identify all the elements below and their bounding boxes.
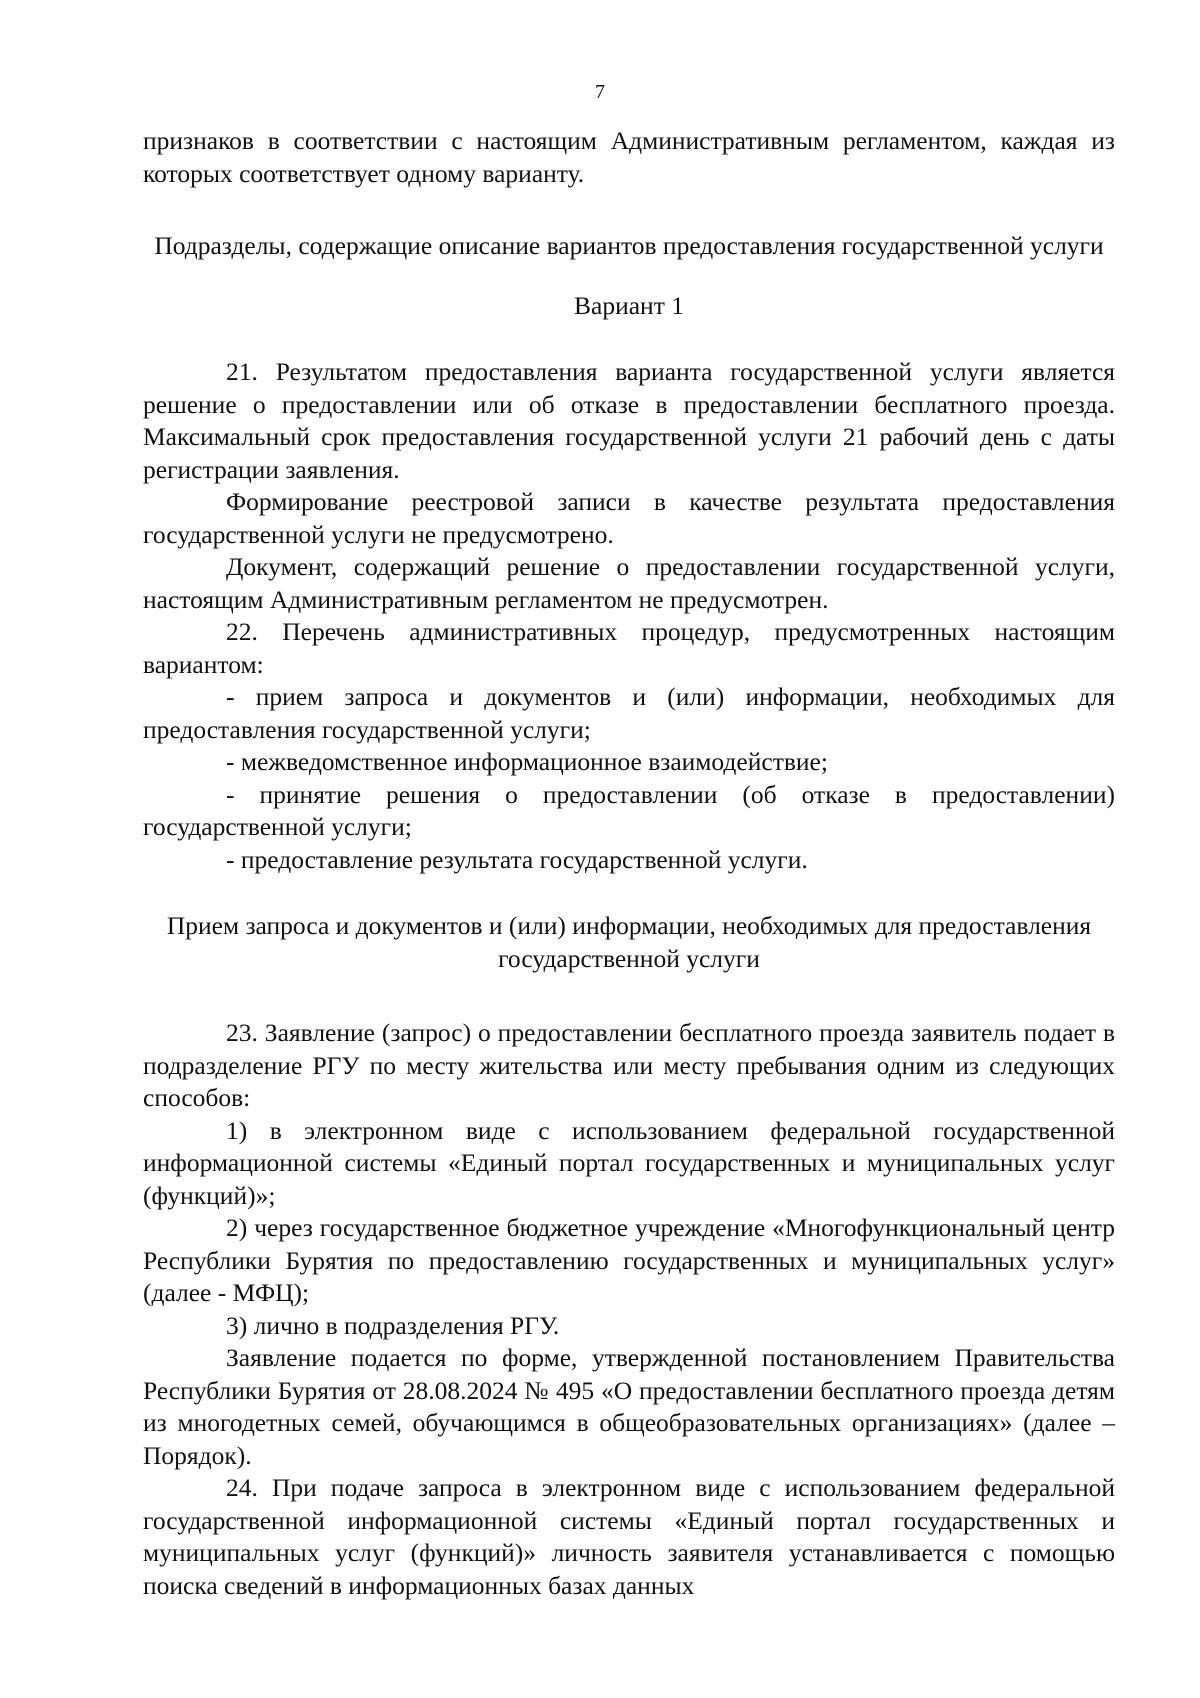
paragraph-21-registry: Формирование реестровой записи в качестве результата предоставления государственной услуги не предусмотрено. (143, 487, 1115, 549)
paragraph-21-document: Документ, содержащий решение о предоставлении государственной услуги, настоящим Административным регламентом не предусмотрен. (143, 552, 1115, 614)
paragraph-24: 24. При подаче запроса в электронном виде с использованием федеральной государственной информационной системы «Единый портал государственных и муниципальных услуг (функций)» личность заявителя устанавливается с помощью поиска сведений в информационных базах данных (143, 1473, 1115, 1600)
page-number: 7 (595, 81, 605, 103)
list-item-22-2: - межведомственное информационное взаимодействие; (226, 747, 828, 776)
list-item-22-4: - предоставление результата государственной услуги. (226, 844, 808, 874)
variant-heading: Вариант 1 (574, 290, 684, 320)
subsection-heading: Прием запроса и документов и (или) информации, необходимых для предоставления государственной услуги (166, 911, 1092, 973)
list-item-23-3: 3) лично в подразделения РГУ. (226, 1310, 560, 1340)
list-item-22-3: - принятие решения о предоставлении (об отказе в предоставлении) государственной услуги; (143, 779, 1115, 841)
section-heading: Подразделы, содержащие описание вариантов предоставления государственной услуги (154, 231, 1104, 260)
list-item-23-1: 1) в электронном виде с использованием федеральной государственной информационной системы «Единый портал государственных и муниципальных услуг (функций)»; (143, 1115, 1115, 1210)
intro-paragraph: признаков в соответствии с настоящим Административным регламентом, каждая из которых соответствует одному варианту. (143, 126, 1115, 188)
paragraph-23: 23. Заявление (запрос) о предоставлении бесплатного проезда заявитель подает в подразделение РГУ по месту жительства или месту пребывания одним из следующих способов: (143, 1018, 1115, 1112)
paragraph-23-form: Заявление подается по форме, утвержденной постановлением Правительства Республики Бурятия от 28.08.2024 № 495 «О предоставлении бесплатного проезда детям из многодетных семей, обучающимся в общеобразовательных организациях» (далее – Порядок). (143, 1343, 1115, 1470)
paragraph-22: 22. Перечень административных процедур, предусмотренных настоящим вариантом: (143, 617, 1115, 679)
list-item-23-2: 2) через государственное бюджетное учреждение «Многофункциональный центр Республики Бурятия по предоставлению государственных и муниципальных услуг» (далее - МФЦ); (143, 1213, 1115, 1307)
list-item-22-1: - прием запроса и документов и (или) информации, необходимых для предоставления государственной услуги; (143, 682, 1115, 744)
document-body (143, 125, 1115, 1602)
paragraph-21: 21. Результатом предоставления варианта государственной услуги является решение о предоставлении или об отказе в предоставлении бесплатного проезда. Максимальный срок предоставления государственной услуги 21 рабочий день с даты регистрации заявления. (143, 357, 1115, 484)
